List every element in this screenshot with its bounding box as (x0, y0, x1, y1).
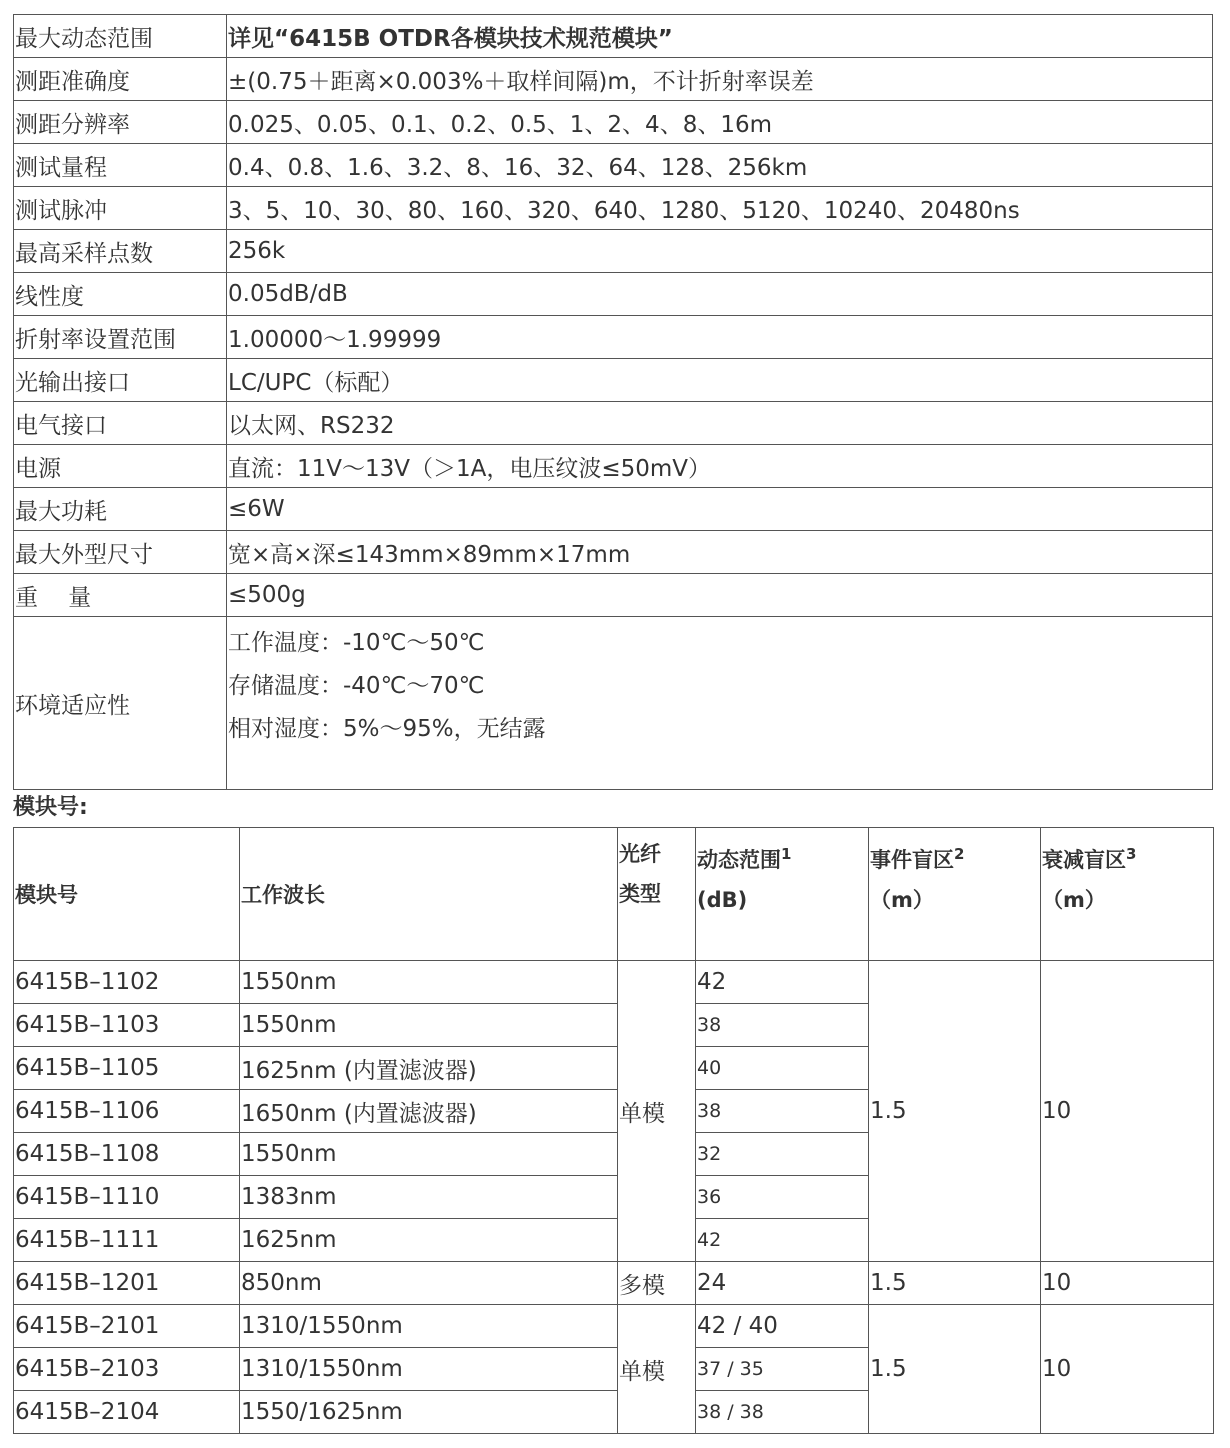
module-dynamic-range: 42 / 40 (696, 1305, 869, 1348)
spec-label: 环境适应性 (14, 617, 227, 790)
environment-values (227, 617, 1213, 790)
module-wavelength: 1550nm (240, 1004, 618, 1047)
header-wavelength: 工作波长 (240, 828, 618, 961)
module-wavelength: 1310/1550nm (240, 1305, 618, 1348)
module-wavelength: 1650nm (内置滤波器) (240, 1090, 618, 1133)
table-row (14, 1305, 1214, 1348)
module-fiber-type: 多模 (618, 1262, 696, 1305)
spec-label: 电气接口 (14, 402, 227, 445)
spec-label: 线性度 (14, 273, 227, 316)
spec-value: LC/UPC（标配） (227, 359, 1213, 402)
module-fiber-type: 单模 (618, 1305, 696, 1434)
header-dynamic-line2: (dB) (697, 888, 748, 912)
module-dynamic-range: 38 / 38 (696, 1391, 869, 1434)
spec-label: 最大动态范围 (14, 15, 227, 58)
spec-row (14, 101, 1213, 144)
module-wavelength: 1383nm (240, 1176, 618, 1219)
module-model: 6415B–2104 (14, 1391, 240, 1434)
spec-value: 直流：11V～13V（＞1A，电压纹波≤50mV） (227, 445, 1213, 488)
spec-row (14, 230, 1213, 273)
header-fiber-line2: 类型 (619, 882, 661, 906)
module-model: 6415B–1102 (14, 961, 240, 1004)
footnote-marker: 3 (1126, 845, 1137, 863)
header-model: 模块号 (14, 828, 240, 961)
spec-label: 测距分辨率 (14, 101, 227, 144)
spec-row (14, 445, 1213, 488)
spec-row (14, 531, 1213, 574)
module-model: 6415B–1108 (14, 1133, 240, 1176)
spec-label: 测试量程 (14, 144, 227, 187)
module-table (13, 827, 1214, 1434)
module-dynamic-range: 37 / 35 (696, 1348, 869, 1391)
spec-label: 电源 (14, 445, 227, 488)
env-operating-temp: 工作温度：-10℃～50℃ (228, 630, 485, 656)
module-attenuation-dead-zone: 10 (1041, 1262, 1214, 1305)
spec-row (14, 273, 1213, 316)
spec-value: 0.025、0.05、0.1、0.2、0.5、1、2、4、8、16m (227, 101, 1213, 144)
module-wavelength: 1550nm (240, 961, 618, 1004)
spec-row (14, 58, 1213, 101)
spec-label: 测试脉冲 (14, 187, 227, 230)
spec-value: 256k (227, 230, 1213, 273)
header-event-dead-zone (869, 828, 1041, 961)
header-fiber-line1: 光纤 (619, 842, 661, 866)
header-attenuation-dead-zone (1041, 828, 1214, 961)
spec-row (14, 187, 1213, 230)
spec-value: 宽×高×深≤143mm×89mm×17mm (227, 531, 1213, 574)
table-row (14, 1262, 1214, 1305)
module-model: 6415B–1110 (14, 1176, 240, 1219)
spec-label: 重 量 (14, 574, 227, 617)
module-dynamic-range: 42 (696, 1219, 869, 1262)
spec-value: ≤6W (227, 488, 1213, 531)
header-dynamic-range (696, 828, 869, 961)
env-humidity: 相对湿度：5%～95%，无结露 (228, 716, 546, 742)
module-wavelength: 1550nm (240, 1133, 618, 1176)
spec-label: 光输出接口 (14, 359, 227, 402)
module-dynamic-range: 36 (696, 1176, 869, 1219)
spec-value: 0.4、0.8、1.6、3.2、8、16、32、64、128、256km (227, 144, 1213, 187)
module-dynamic-range: 38 (696, 1090, 869, 1133)
spec-value: ±(0.75＋距离×0.003%＋取样间隔)m，不计折射率误差 (227, 58, 1213, 101)
spec-row (14, 359, 1213, 402)
header-atten-line2: （m） (1042, 888, 1106, 912)
module-event-dead-zone: 1.5 (869, 1262, 1041, 1305)
spec-row (14, 574, 1213, 617)
header-dynamic-line1: 动态范围 (697, 848, 781, 872)
footnote-marker: 1 (781, 845, 792, 863)
module-model: 6415B–2101 (14, 1305, 240, 1348)
module-dynamic-range: 32 (696, 1133, 869, 1176)
spec-label: 测距准确度 (14, 58, 227, 101)
module-dynamic-range: 24 (696, 1262, 869, 1305)
module-dynamic-range: 38 (696, 1004, 869, 1047)
module-event-dead-zone: 1.5 (869, 1305, 1041, 1434)
spec-label: 最大功耗 (14, 488, 227, 531)
module-attenuation-dead-zone: 10 (1041, 961, 1214, 1262)
header-fiber-type (618, 828, 696, 961)
spec-label: 最高采样点数 (14, 230, 227, 273)
module-event-dead-zone: 1.5 (869, 961, 1041, 1262)
spec-row (14, 488, 1213, 531)
module-model: 6415B–1105 (14, 1047, 240, 1090)
spec-value: 0.05dB/dB (227, 273, 1213, 316)
spec-value: 3、5、10、30、80、160、320、640、1280、5120、10240、20480ns (227, 187, 1213, 230)
module-wavelength: 1550/1625nm (240, 1391, 618, 1434)
header-event-line1: 事件盲区 (870, 848, 954, 872)
module-wavelength: 1625nm (内置滤波器) (240, 1047, 618, 1090)
module-wavelength: 1310/1550nm (240, 1348, 618, 1391)
table-row (14, 961, 1214, 1004)
module-model: 6415B–1111 (14, 1219, 240, 1262)
module-model: 6415B–1201 (14, 1262, 240, 1305)
spec-label: 折射率设置范围 (14, 316, 227, 359)
spec-row-environment (14, 617, 1213, 790)
spec-row (14, 316, 1213, 359)
module-wavelength: 1625nm (240, 1219, 618, 1262)
module-dynamic-range: 42 (696, 961, 869, 1004)
spec-table (13, 14, 1213, 790)
spec-row (14, 15, 1213, 58)
spec-label: 最大外型尺寸 (14, 531, 227, 574)
module-model: 6415B–2103 (14, 1348, 240, 1391)
module-table-header (14, 828, 1214, 961)
spec-value: ≤500g (227, 574, 1213, 617)
module-model: 6415B–1103 (14, 1004, 240, 1047)
spec-value: 1.00000～1.99999 (227, 316, 1213, 359)
header-atten-line1: 衰减盲区 (1042, 848, 1126, 872)
spec-value: 详见“6415B OTDR各模块技术规范模块” (227, 15, 1213, 58)
module-wavelength: 850nm (240, 1262, 618, 1305)
footnote-marker: 2 (954, 845, 965, 863)
section-title: 模块号: (13, 795, 88, 820)
env-storage-temp: 存储温度：-40℃～70℃ (228, 673, 485, 699)
spec-value: 以太网、RS232 (227, 402, 1213, 445)
spec-row (14, 402, 1213, 445)
spec-row (14, 144, 1213, 187)
header-event-line2: （m） (870, 888, 934, 912)
module-model: 6415B–1106 (14, 1090, 240, 1133)
module-dynamic-range: 40 (696, 1047, 869, 1090)
module-attenuation-dead-zone: 10 (1041, 1305, 1214, 1434)
module-fiber-type: 单模 (618, 961, 696, 1262)
